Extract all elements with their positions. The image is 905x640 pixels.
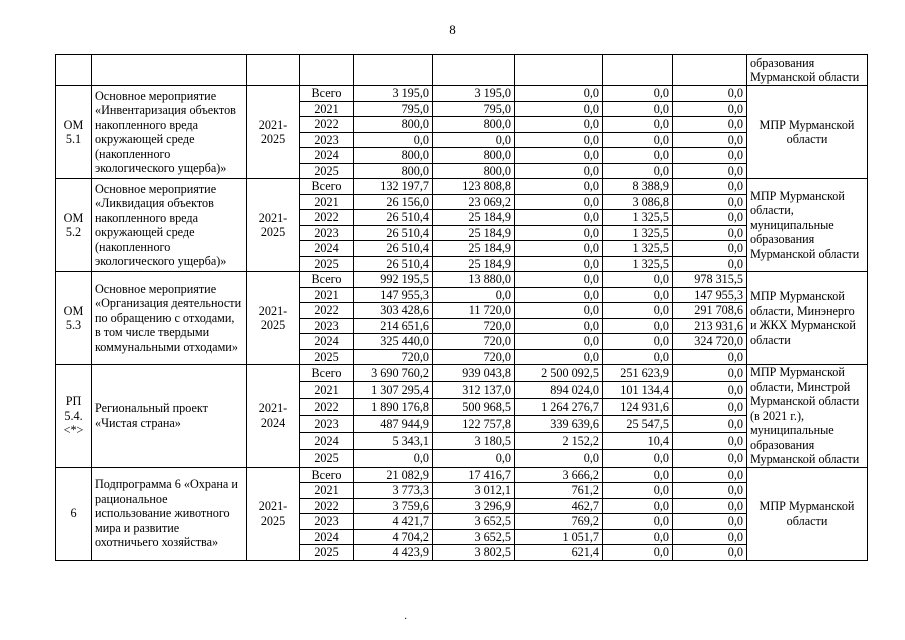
year-cell: 2021 [300, 101, 354, 117]
local-budget: 1 325,5 [603, 256, 673, 272]
blank-cell [354, 55, 433, 86]
local-budget: 0,0 [603, 272, 673, 288]
year-cell: Всего [300, 365, 354, 382]
total-amount: 21 082,9 [354, 467, 433, 483]
total-amount: 4 423,9 [354, 545, 433, 561]
responsible-executor: МПР Мурманской области, Минэнерго и ЖКХ Мурманской области [747, 272, 868, 365]
extrabudgetary: 0,0 [673, 148, 747, 164]
regional-budget: 720,0 [433, 318, 515, 334]
year-cell: 2023 [300, 318, 354, 334]
federal-budget: 0,0 [515, 256, 603, 272]
regional-budget: 25 184,9 [433, 210, 515, 226]
local-budget: 0,0 [603, 529, 673, 545]
regional-budget: 0,0 [433, 287, 515, 303]
regional-budget: 3 652,5 [433, 514, 515, 530]
federal-budget: 2 152,2 [515, 433, 603, 450]
regional-budget: 3 802,5 [433, 545, 515, 561]
responsible-executor: МПР Мурманской области [747, 86, 868, 179]
regional-budget: 800,0 [433, 148, 515, 164]
total-amount: 3 759,6 [354, 498, 433, 514]
year-cell: 2021 [300, 382, 354, 399]
extrabudgetary: 0,0 [673, 194, 747, 210]
year-cell: 2024 [300, 241, 354, 257]
local-budget: 0,0 [603, 287, 673, 303]
total-amount: 720,0 [354, 349, 433, 365]
extrabudgetary: 0,0 [673, 450, 747, 467]
federal-budget: 0,0 [515, 303, 603, 319]
responsible-executor: МПР Мурманской области [747, 467, 868, 560]
local-budget: 0,0 [603, 450, 673, 467]
extrabudgetary: 0,0 [673, 132, 747, 148]
local-budget: 124 931,6 [603, 399, 673, 416]
total-amount: 487 944,9 [354, 416, 433, 433]
table-row [56, 272, 868, 288]
total-amount: 147 955,3 [354, 287, 433, 303]
total-amount: 26 510,4 [354, 210, 433, 226]
total-amount: 0,0 [354, 132, 433, 148]
extrabudgetary: 0,0 [673, 210, 747, 226]
total-amount: 992 195,5 [354, 272, 433, 288]
extrabudgetary: 0,0 [673, 117, 747, 133]
regional-budget: 3 296,9 [433, 498, 515, 514]
implementation-period: 2021-2025 [247, 467, 300, 560]
extrabudgetary: 0,0 [673, 163, 747, 179]
federal-budget: 0,0 [515, 225, 603, 241]
federal-budget: 1 264 276,7 [515, 399, 603, 416]
local-budget: 0,0 [603, 86, 673, 102]
blank-cell [247, 55, 300, 86]
federal-budget: 761,2 [515, 483, 603, 499]
blank-cell [56, 55, 92, 86]
federal-budget: 0,0 [515, 179, 603, 195]
page-number: 8 [449, 22, 456, 37]
local-budget: 1 325,5 [603, 225, 673, 241]
regional-budget: 123 808,8 [433, 179, 515, 195]
extrabudgetary: 0,0 [673, 467, 747, 483]
total-amount: 26 156,0 [354, 194, 433, 210]
local-budget: 0,0 [603, 483, 673, 499]
local-budget: 0,0 [603, 545, 673, 561]
extrabudgetary: 0,0 [673, 382, 747, 399]
measure-code: 6 [56, 467, 92, 560]
year-cell: 2022 [300, 498, 354, 514]
federal-budget: 0,0 [515, 334, 603, 350]
federal-budget: 0,0 [515, 287, 603, 303]
extrabudgetary: 0,0 [673, 514, 747, 530]
federal-budget: 0,0 [515, 349, 603, 365]
regional-budget: 122 757,8 [433, 416, 515, 433]
implementation-period: 2021-2025 [247, 179, 300, 272]
total-amount: 795,0 [354, 101, 433, 117]
year-cell: 2021 [300, 194, 354, 210]
extrabudgetary: 0,0 [673, 416, 747, 433]
regional-budget: 939 043,8 [433, 365, 515, 382]
extrabudgetary: 0,0 [673, 399, 747, 416]
federal-budget: 0,0 [515, 101, 603, 117]
federal-budget: 0,0 [515, 272, 603, 288]
extrabudgetary: 0,0 [673, 86, 747, 102]
total-amount: 26 510,4 [354, 225, 433, 241]
year-cell: 2023 [300, 132, 354, 148]
local-budget: 0,0 [603, 498, 673, 514]
extrabudgetary: 0,0 [673, 365, 747, 382]
measure-name: Региональный проект «Чистая страна» [92, 365, 247, 468]
total-amount: 325 440,0 [354, 334, 433, 350]
local-budget: 0,0 [603, 334, 673, 350]
total-amount: 1 890 176,8 [354, 399, 433, 416]
measure-code: РП 5.4. <*> [56, 365, 92, 468]
total-amount: 214 651,6 [354, 318, 433, 334]
regional-budget: 795,0 [433, 101, 515, 117]
year-cell: 2021 [300, 483, 354, 499]
regional-budget: 800,0 [433, 163, 515, 179]
federal-budget: 894 024,0 [515, 382, 603, 399]
blank-cell [300, 55, 354, 86]
local-budget: 101 134,4 [603, 382, 673, 399]
total-amount: 0,0 [354, 450, 433, 467]
measure-code: ОМ 5.1 [56, 86, 92, 179]
extrabudgetary: 0,0 [673, 498, 747, 514]
local-budget: 0,0 [603, 349, 673, 365]
measure-code: ОМ 5.2 [56, 179, 92, 272]
regional-budget: 0,0 [433, 132, 515, 148]
measure-name: Основное мероприятие «Инвентаризация объектов накопленного вреда окружающей среде (накопленного экологического ущерба)» [92, 86, 247, 179]
local-budget: 0,0 [603, 163, 673, 179]
regional-budget: 11 720,0 [433, 303, 515, 319]
federal-budget: 0,0 [515, 86, 603, 102]
regional-budget: 720,0 [433, 334, 515, 350]
extrabudgetary: 0,0 [673, 256, 747, 272]
year-cell: 2025 [300, 349, 354, 365]
blank-cell [92, 55, 247, 86]
regional-budget: 3 180,5 [433, 433, 515, 450]
local-budget: 25 547,5 [603, 416, 673, 433]
extrabudgetary: 213 931,6 [673, 318, 747, 334]
responsible-executor: МПР Мурманской области, муниципальные образования Мурманской области [747, 179, 868, 272]
federal-budget: 1 051,7 [515, 529, 603, 545]
local-budget: 10,4 [603, 433, 673, 450]
federal-budget: 621,4 [515, 545, 603, 561]
local-budget: 0,0 [603, 318, 673, 334]
total-amount: 4 421,7 [354, 514, 433, 530]
federal-budget: 339 639,6 [515, 416, 603, 433]
total-amount: 3 195,0 [354, 86, 433, 102]
table-row [56, 467, 868, 483]
year-cell: 2025 [300, 163, 354, 179]
regional-budget: 500 968,5 [433, 399, 515, 416]
footer-mark: · [404, 614, 408, 625]
blank-cell [603, 55, 673, 86]
regional-budget: 3 195,0 [433, 86, 515, 102]
local-budget: 3 086,8 [603, 194, 673, 210]
continuation-responsible: образования Мурманской области [747, 55, 868, 86]
year-cell: 2025 [300, 256, 354, 272]
year-cell: 2022 [300, 117, 354, 133]
federal-budget: 0,0 [515, 148, 603, 164]
year-cell: 2022 [300, 210, 354, 226]
local-budget: 1 325,5 [603, 241, 673, 257]
table-row [56, 179, 868, 195]
year-cell: 2022 [300, 399, 354, 416]
local-budget: 0,0 [603, 132, 673, 148]
extrabudgetary: 0,0 [673, 241, 747, 257]
year-cell: Всего [300, 179, 354, 195]
year-cell: Всего [300, 467, 354, 483]
local-budget: 0,0 [603, 467, 673, 483]
total-amount: 800,0 [354, 148, 433, 164]
implementation-period: 2021-2025 [247, 272, 300, 365]
year-cell: 2023 [300, 416, 354, 433]
year-cell: Всего [300, 86, 354, 102]
year-cell: 2023 [300, 514, 354, 530]
blank-cell [673, 55, 747, 86]
regional-budget: 3 652,5 [433, 529, 515, 545]
extrabudgetary: 0,0 [673, 225, 747, 241]
federal-budget: 0,0 [515, 117, 603, 133]
regional-budget: 25 184,9 [433, 256, 515, 272]
federal-budget: 2 500 092,5 [515, 365, 603, 382]
year-cell: 2024 [300, 433, 354, 450]
table-row [56, 86, 868, 102]
blank-cell [433, 55, 515, 86]
year-cell: 2021 [300, 287, 354, 303]
regional-budget: 17 416,7 [433, 467, 515, 483]
continuation-row [56, 55, 868, 86]
regional-budget: 720,0 [433, 349, 515, 365]
measure-name: Основное мероприятие «Организация деятельности по обращению с отходами, в том числе твердыми коммунальными отходами» [92, 272, 247, 365]
total-amount: 303 428,6 [354, 303, 433, 319]
local-budget: 251 623,9 [603, 365, 673, 382]
implementation-period: 2021-2024 [247, 365, 300, 468]
regional-budget: 0,0 [433, 450, 515, 467]
extrabudgetary: 147 955,3 [673, 287, 747, 303]
measure-name: Подпрограмма 6 «Охрана и рациональное использование животного мира и развитие охотничьего хозяйства» [92, 467, 247, 560]
federal-budget: 0,0 [515, 194, 603, 210]
year-cell: Всего [300, 272, 354, 288]
extrabudgetary: 0,0 [673, 349, 747, 365]
year-cell: 2024 [300, 334, 354, 350]
local-budget: 1 325,5 [603, 210, 673, 226]
regional-budget: 25 184,9 [433, 241, 515, 257]
extrabudgetary: 0,0 [673, 483, 747, 499]
federal-budget: 0,0 [515, 318, 603, 334]
total-amount: 1 307 295,4 [354, 382, 433, 399]
federal-budget: 0,0 [515, 132, 603, 148]
federal-budget: 0,0 [515, 163, 603, 179]
total-amount: 800,0 [354, 163, 433, 179]
year-cell: 2024 [300, 148, 354, 164]
measure-code: ОМ 5.3 [56, 272, 92, 365]
total-amount: 3 773,3 [354, 483, 433, 499]
funding-table [55, 54, 868, 561]
federal-budget: 3 666,2 [515, 467, 603, 483]
federal-budget: 0,0 [515, 210, 603, 226]
measure-name: Основное мероприятие «Ликвидация объектов накопленного вреда окружающей среде (накопленного экологического ущерба)» [92, 179, 247, 272]
blank-cell [515, 55, 603, 86]
total-amount: 800,0 [354, 117, 433, 133]
local-budget: 0,0 [603, 117, 673, 133]
federal-budget: 0,0 [515, 241, 603, 257]
total-amount: 5 343,1 [354, 433, 433, 450]
implementation-period: 2021-2025 [247, 86, 300, 179]
extrabudgetary: 0,0 [673, 545, 747, 561]
year-cell: 2024 [300, 529, 354, 545]
local-budget: 0,0 [603, 303, 673, 319]
regional-budget: 13 880,0 [433, 272, 515, 288]
extrabudgetary: 0,0 [673, 179, 747, 195]
local-budget: 0,0 [603, 514, 673, 530]
table-row [56, 365, 868, 382]
regional-budget: 800,0 [433, 117, 515, 133]
extrabudgetary: 0,0 [673, 101, 747, 117]
regional-budget: 3 012,1 [433, 483, 515, 499]
extrabudgetary: 324 720,0 [673, 334, 747, 350]
regional-budget: 25 184,9 [433, 225, 515, 241]
total-amount: 26 510,4 [354, 241, 433, 257]
extrabudgetary: 291 708,6 [673, 303, 747, 319]
extrabudgetary: 978 315,5 [673, 272, 747, 288]
total-amount: 26 510,4 [354, 256, 433, 272]
regional-budget: 312 137,0 [433, 382, 515, 399]
local-budget: 0,0 [603, 101, 673, 117]
federal-budget: 769,2 [515, 514, 603, 530]
regional-budget: 23 069,2 [433, 194, 515, 210]
local-budget: 0,0 [603, 148, 673, 164]
federal-budget: 0,0 [515, 450, 603, 467]
extrabudgetary: 0,0 [673, 433, 747, 450]
local-budget: 8 388,9 [603, 179, 673, 195]
responsible-executor: МПР Мурманской области, Минстрой Мурманской области (в 2021 г.), муниципальные образования Мурманской области [747, 365, 868, 468]
total-amount: 132 197,7 [354, 179, 433, 195]
federal-budget: 462,7 [515, 498, 603, 514]
year-cell: 2022 [300, 303, 354, 319]
total-amount: 4 704,2 [354, 529, 433, 545]
extrabudgetary: 0,0 [673, 529, 747, 545]
total-amount: 3 690 760,2 [354, 365, 433, 382]
year-cell: 2023 [300, 225, 354, 241]
year-cell: 2025 [300, 545, 354, 561]
year-cell: 2025 [300, 450, 354, 467]
